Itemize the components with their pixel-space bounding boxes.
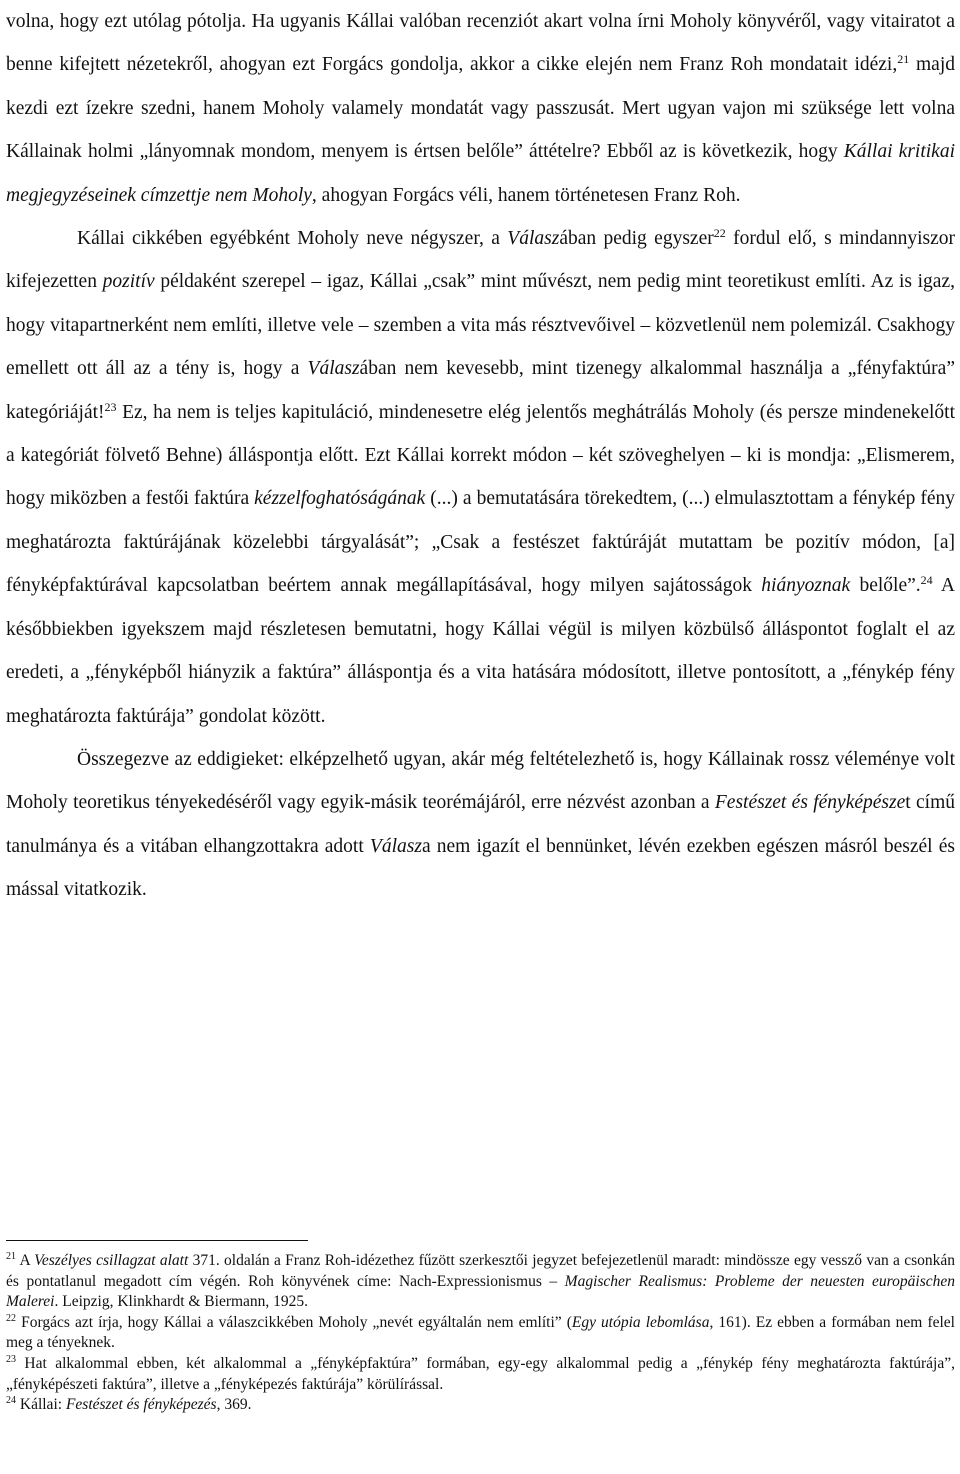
text-run: Hat alkalommal ebben, két alkalommal a „fényképfaktúra” formában, egy-egy alkalommal pedig a „fénykép fény meghatározta faktúrája”, „fényképészeti faktúra”, illetve a „fényképezés faktúrája” körülírással. [6,1354,955,1393]
footnote-ref: 22 [713,226,726,241]
italic-text: Egy utópia lebomlása [571,1313,710,1331]
text-run: . Leipzig, Klinkhardt & Biermann, 1925. [54,1293,309,1311]
footnote-ref: 21 [6,1251,16,1262]
text-run: Kállai: [16,1396,66,1414]
text-run: ában nem kevesebb, mint tizenegy alkalommal használja a „fényfaktúra” kategóriáját! [6,358,955,423]
italic-text: Festészet és fényképezés [65,1396,217,1414]
document-page [6,0,956,1414]
text-run: fordul elő, s mindannyiszor kifejezetten [6,228,955,293]
italic-text: Magischer Realismus: Probleme der neuesten europäischen Malerei [6,1272,955,1311]
footnote-separator [6,1240,308,1241]
text-run: belőle”. [850,575,921,597]
footnote-ref: 23 [104,399,117,414]
text-run: volna, hogy ezt utólag pótolja. Ha ugyanis Kállai valóban recenziót akart volna írni Moholy könyvéről, vagy vitairatot a benne kifejtett nézetekről, ahogyan ezt Forgács gondolja, akkor a cikke elején nem Franz Roh mondatait idézi, [6,11,955,76]
footnote-ref: 24 [920,573,933,588]
text-run: példaként szerepel – igaz, Kállai „csak” mint művészt, nem pedig mint teoretikust említi. Az is igaz, hogy vitapartnerként nem említi, illetve vele – szemben a vita más résztvevőivel – közvetlenül nem polemizál. Csakhogy emellett ott áll az a tény is, hogy a [6,271,955,380]
footnotes [6,1251,955,1416]
footnote-24 [6,1395,955,1416]
text-run: a nem igazít el bennünket, lévén ezekben egészen másról beszél és mással vitatkozik. [6,835,955,901]
footnote-ref: 22 [6,1312,16,1324]
italic-text: pozitív [102,271,155,293]
footnote-22 [6,1313,955,1354]
italic-text: Kállai kritikai megjegyzéseinek címzettje nem Moholy [6,141,955,206]
text-run: t című tanulmánya és a vitában elhangzottakra adott [6,792,955,857]
text-run: ában pedig egyszer [559,228,714,250]
text-run: Összegezve az eddigieket: elképzelhető ugyan, akár még feltételezhető is, hogy Kállainak rossz véleménye volt Moholy teoretikus tényekedéséről vagy egyik-másik teorémájáról, erre nézvést azonban a [6,748,955,814]
italic-text: kézzelfoghatóságának [254,488,426,510]
footnote-ref: 24 [6,1395,16,1407]
footnote-23 [6,1354,955,1395]
text-run: (...) a bemutatására törekedtem, (...) elmulasztottam a fénykép fény meghatározta faktúrájának közelebbi tárgyalását”; „Csak a festészet faktúráját mutattam be pozitív módon, [a] fényképfaktúrával kapcsolatban beértem annak megállapításával, hogy milyen sajátosságok [6,488,955,597]
text-run: A későbbiekben igyekszem majd részletesen bemutatni, hogy Kállai végül is milyen közbülső álláspontot foglalt el az eredeti, a „fényképből hiányzik a faktúra” álláspontja és a vita hatására módosított, illetve pontosított, a „fénykép fény meghatározta faktúrája” gondolat között. [6,575,955,727]
italic-text: Veszélyes csillagzat alatt [34,1252,189,1269]
footnote-ref: 23 [6,1353,16,1365]
text-run: , 369. [216,1396,252,1414]
main-text [6,0,955,912]
text-run: 371. oldalán a Franz Roh-idézethez fűzött szerkesztői jegyzet befejezetlenül maradt: mindössze egy vessző van a csonkán és pontatlanul megadott cím végén. Roh könyvének címe: Nach-Expressionismus – [6,1252,956,1290]
text-run: Forgács azt írja, hogy Kállai a válaszcikkében Moholy „nevét egyáltalán nem említi” ( [16,1313,572,1331]
paragraph-1 [6,0,955,217]
footnote-21 [6,1251,955,1313]
italic-text: hiányoznak [761,575,851,597]
footnote-ref: 21 [897,52,910,67]
paragraph-2 [6,217,955,738]
text-run: A [16,1252,35,1269]
italic-text: Festészet és fényképésze [714,792,906,814]
italic-text: Válasz [369,835,422,857]
text-run: , 161). Ez ebben a formában nem felel meg a tényeknek. [6,1313,955,1352]
italic-text: Válasz [507,228,560,250]
text-run: , ahogyan Forgács véli, hanem történetesen Franz Roh. [311,184,741,206]
italic-text: Válasz [307,358,360,380]
paragraph-3 [6,738,955,912]
text-run: Ez, ha nem is teljes kapituláció, mindenesetre elég jelentős meghátrálás Moholy (és persze mindenekelőtt a kategóriát fölvető Behne) álláspontja előtt. Ezt Kállai korrekt módon – két szöveghelyen – ki is mondja: „Elismerem, hogy miközben a festői faktúra [6,401,955,510]
text-run: majd kezdi ezt ízekre szedni, hanem Moholy valamely mondatát vagy passzusát. Mert ugyan vajon mi szüksége lett volna Kállainak holmi „lányomnak mondom, menyem is értsen belőle” áttételre? Ebből az is következik, hogy [6,54,955,163]
text-run: Kállai cikkében egyébként Moholy neve négyszer, a [77,228,508,250]
